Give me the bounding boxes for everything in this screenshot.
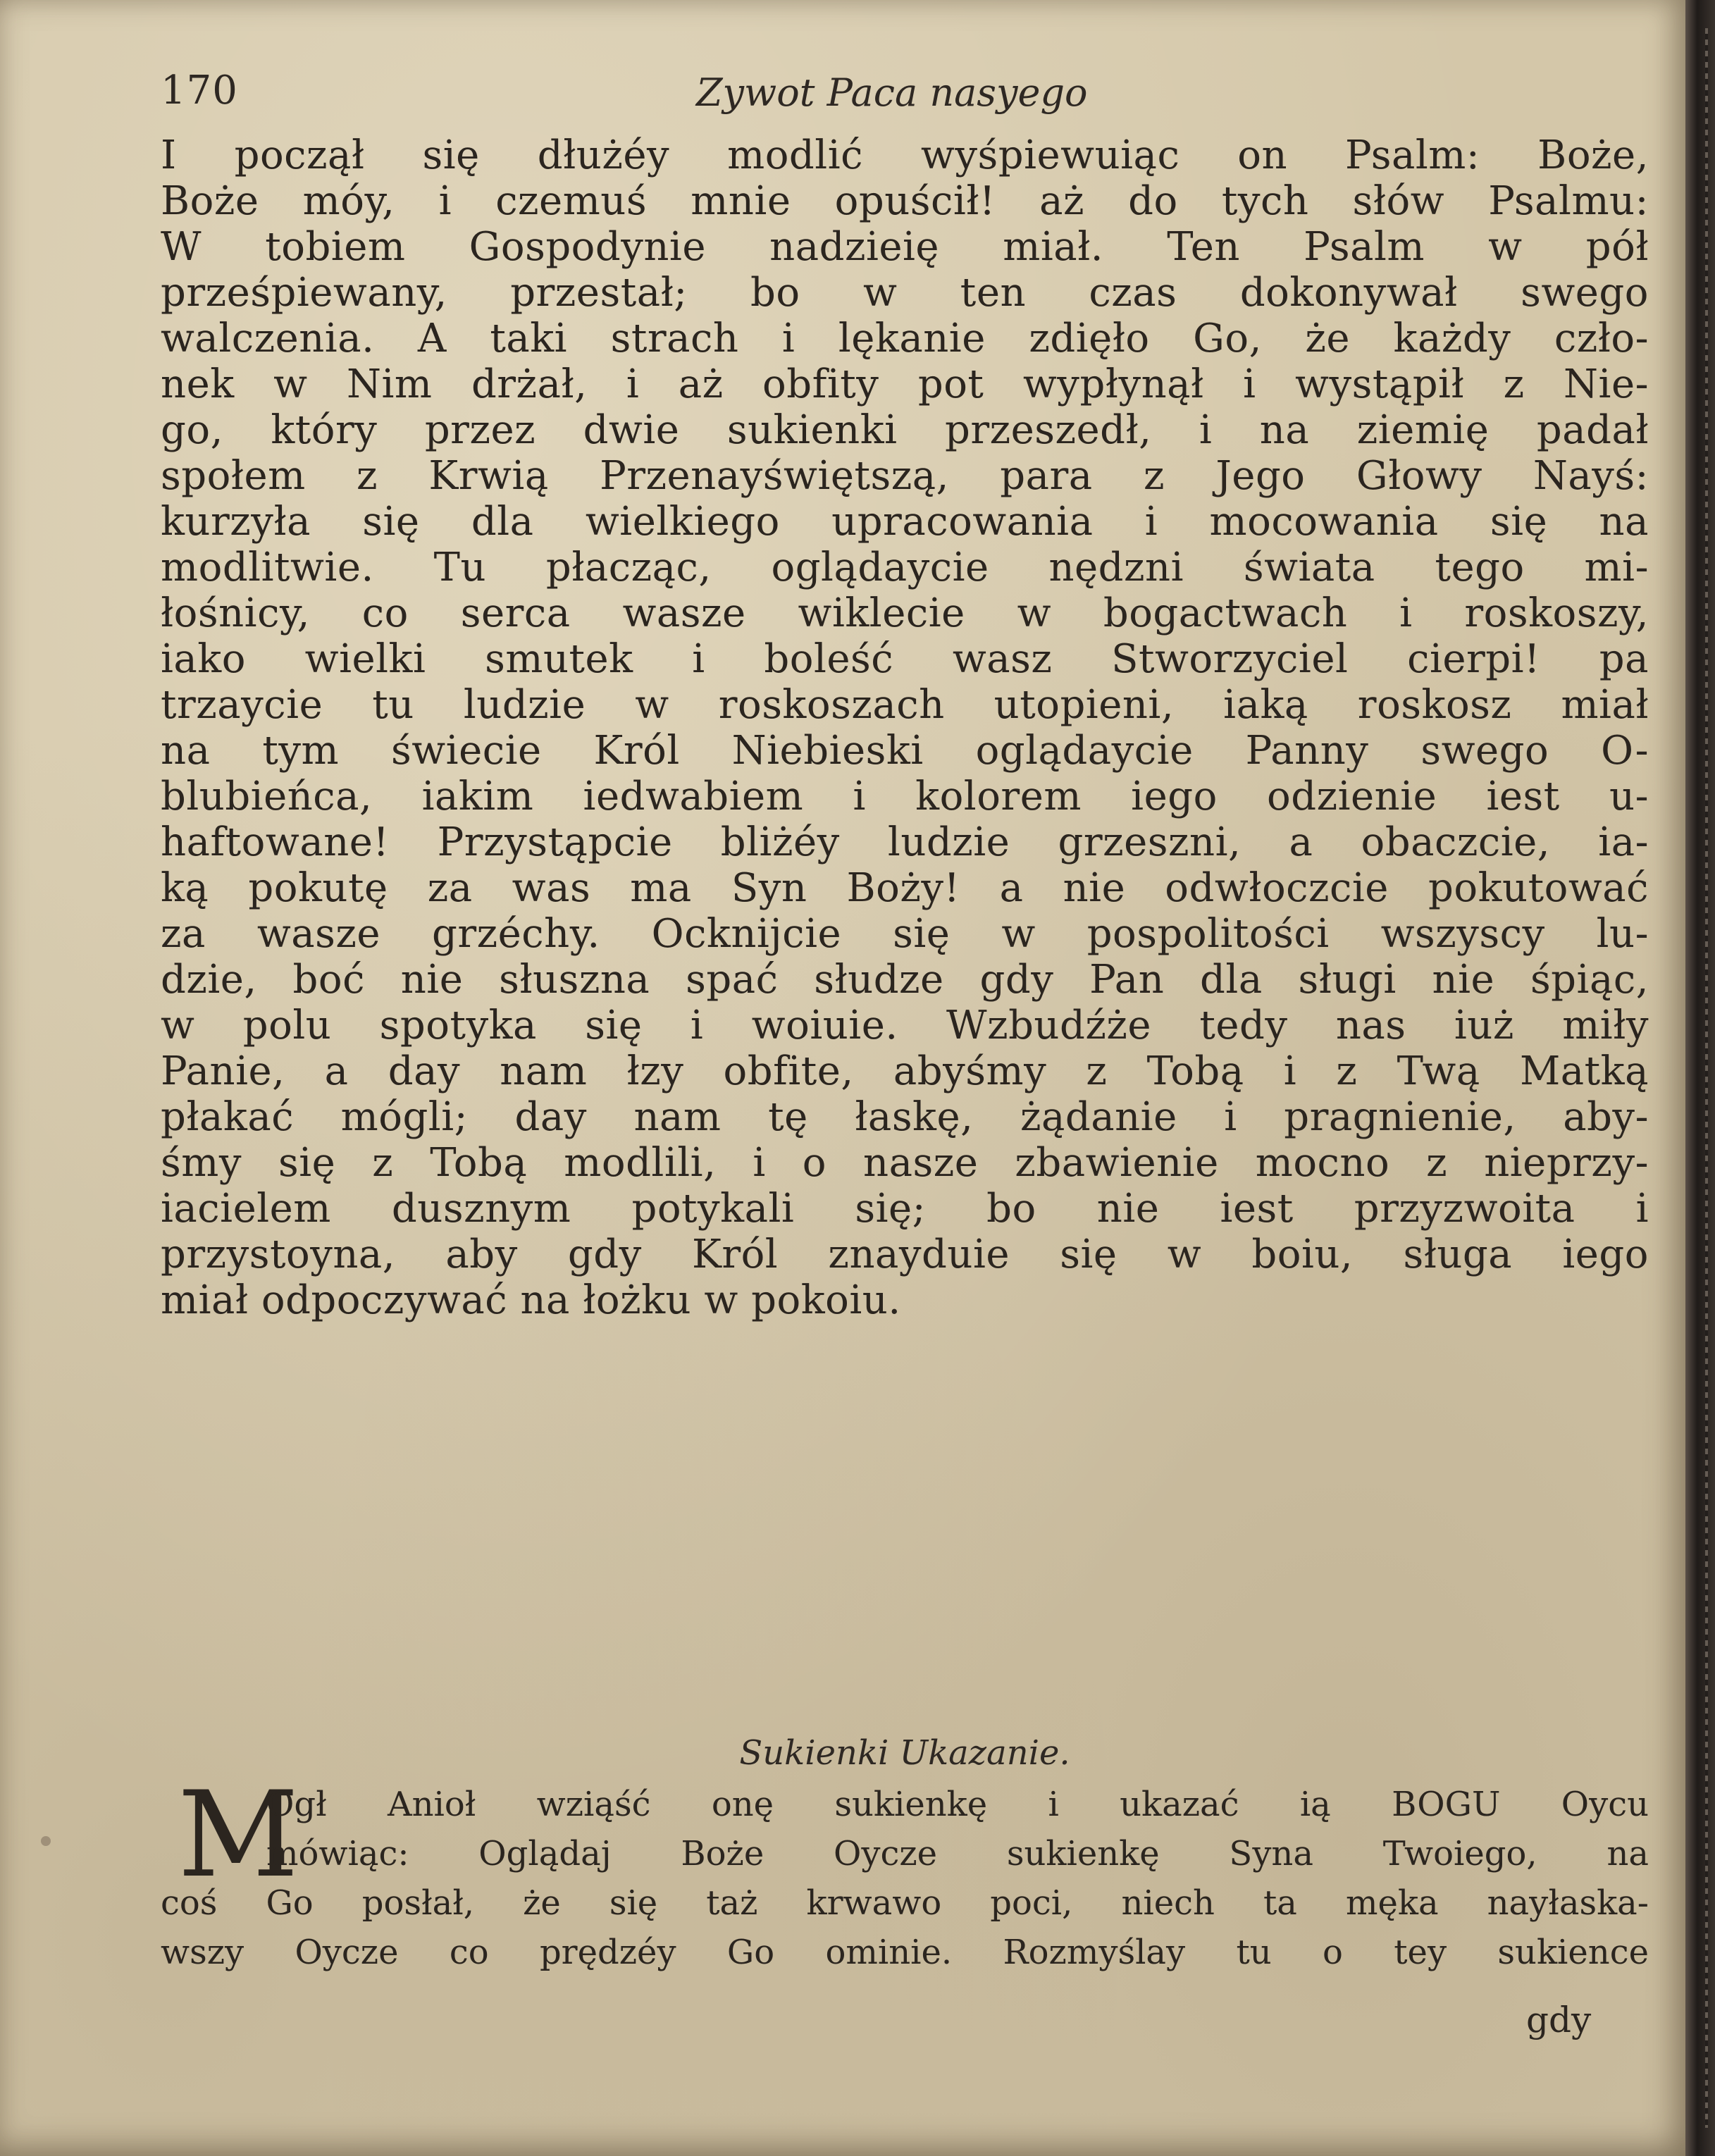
text-line: społem z Krwią Przenayświętszą, para z Jego Głowy Nayś:	[161, 453, 1649, 499]
text-line: łośnicy, co serca wasze wiklecie w bogactwach i roskoszy,	[161, 590, 1649, 636]
section-line: coś Go posłał, że się taż krwawo poci, niech ta męka nayłaska-	[161, 1883, 1649, 1923]
text-line: W tobiem Gospodynie nadzieię miał. Ten Psalm w pół	[161, 224, 1649, 270]
drop-cap: M	[178, 1766, 299, 1904]
book-spine-edge	[1685, 0, 1715, 2156]
page-number: 170	[161, 68, 238, 113]
text-line: modlitwie. Tu płacząc, oglądaycie nędzni świata tego mi-	[161, 545, 1649, 590]
text-line: nek w Nim drżał, i aż obfity pot wypłynął i wystąpił z Nie-	[161, 361, 1649, 407]
section-line: mówiąc: Oglądaj Boże Oycze sukienkę Syna Twoiego, na	[266, 1834, 1649, 1873]
section-heading: Sukienki Ukazanie.	[739, 1733, 1070, 1773]
text-line: ką pokutę za was ma Syn Boży! a nie odwłoczcie pokutować	[161, 865, 1649, 911]
running-title: Zywot Paca nasyego	[696, 70, 1088, 115]
text-line: miał odpoczywać na łożku w pokoiu.	[161, 1277, 901, 1323]
text-line: iako wielki smutek i boleść wasz Stworzyciel cierpi! pa	[161, 636, 1649, 682]
text-line: haftowane! Przystąpcie bliżéy ludzie grzeszni, a obaczcie, ia-	[161, 819, 1649, 865]
text-line: przystoyna, aby gdy Król znayduie się w boiu, sługa iego	[161, 1232, 1649, 1277]
text-line: I począł się dłużéy modlić wyśpiewuiąc on Psalm: Boże,	[161, 132, 1649, 178]
text-line: śmy się z Tobą modlili, i o nasze zbawienie mocno z nieprzy-	[161, 1140, 1649, 1186]
section-line: wszy Oycze co prędzéy Go ominie. Rozmyślay tu o tey sukience	[161, 1933, 1649, 1972]
text-line: płakać mógli; day nam tę łaskę, żądanie i pragnienie, aby-	[161, 1094, 1649, 1140]
text-line: blubieńca, iakim iedwabiem i kolorem iego odzienie iest u-	[161, 774, 1649, 819]
text-line: Boże móy, i czemuś mnie opuścił! aż do tych słów Psalmu:	[161, 178, 1649, 224]
binding-stitch	[1705, 28, 1708, 2128]
text-line: za wasze grzéchy. Ocknijcie się w pospolitości wszyscy lu-	[161, 911, 1649, 957]
text-line: kurzyła się dla wielkiego upracowania i mocowania się na	[161, 499, 1649, 545]
text-line: walczenia. A taki strach i lękanie zdięło Go, że każdy czło-	[161, 316, 1649, 361]
text-line: trzaycie tu ludzie w roskoszach utopieni, iaką roskosz miał	[161, 682, 1649, 728]
text-line: dzie, boć nie słuszna spać słudze gdy Pan dla sługi nie śpiąc,	[161, 957, 1649, 1003]
text-line: iacielem dusznym potykali się; bo nie iest przyzwoita i	[161, 1186, 1649, 1232]
text-line: prześpiewany, przestał; bo w ten czas dokonywał swego	[161, 270, 1649, 316]
catchword: gdy	[1526, 2000, 1592, 2040]
text-line: w polu spotyka się i woiuie. Wzbudźże tedy nas iuż miły	[161, 1003, 1649, 1048]
body-text	[161, 132, 1649, 1323]
page-header	[161, 62, 1612, 118]
section-text	[161, 1780, 1649, 1977]
text-line: na tym świecie Król Niebieski oglądaycie Panny swego O-	[161, 728, 1649, 774]
section-line: Ogł Anioł wziąść onę sukienkę i ukazać ią BOGU Oycu	[266, 1785, 1649, 1824]
text-line: Panie, a day nam łzy obfite, abyśmy z Tobą i z Twą Matką	[161, 1048, 1649, 1094]
ink-stain	[41, 1836, 51, 1846]
text-line: go, który przez dwie sukienki przeszedł, i na ziemię padał	[161, 407, 1649, 453]
